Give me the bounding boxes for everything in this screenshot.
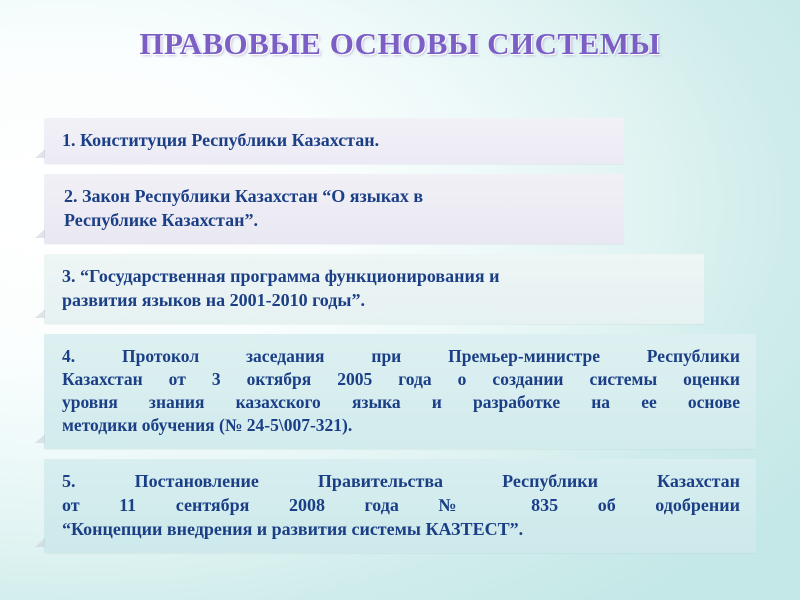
bullet-4-line-2: Казахстан от 3 октября 2005 года о создании системы оценки [62,368,740,389]
page-title: ПРАВОВЫЕ ОСНОВЫ СИСТЕМЫ [139,26,661,61]
bullet-2-line-2: Республике Казахстан”. [64,209,258,230]
bullet-5-line-2: от 11 сентября 2008 года № 835 об одобрении [62,494,740,515]
bullet-4-line-1: 4. Протокол заседания при Премьер-министре Республики [62,345,740,366]
list-item [44,118,624,164]
list-item [44,254,704,324]
bullet-4-line-3: уровня знания казахского языка и разработке на ее основе [62,392,740,413]
bullet-list [44,118,760,563]
bullet-2-line-1: 2. Закон Республики Казахстан “О языках в [64,185,424,206]
list-item [44,459,756,553]
list-item [44,174,624,244]
bullet-3-line-1: 3. “Государственная программа функционирования и [62,265,500,286]
bullet-3-line-2: развития языков на 2001-2010 годы”. [62,289,365,310]
bullet-4-line-4: методики обучения (№ 24-5\007-321). [62,415,353,436]
bullet-1-line-1: 1. Конституция Республики Казахстан. [62,130,380,150]
bullet-5-line-3: “Концепции внедрения и развития системы КАЗТЕСТ”. [62,518,524,539]
list-item [44,334,756,449]
bullet-5-line-1: 5. Постановление Правительства Республики Казахстан [62,470,740,491]
